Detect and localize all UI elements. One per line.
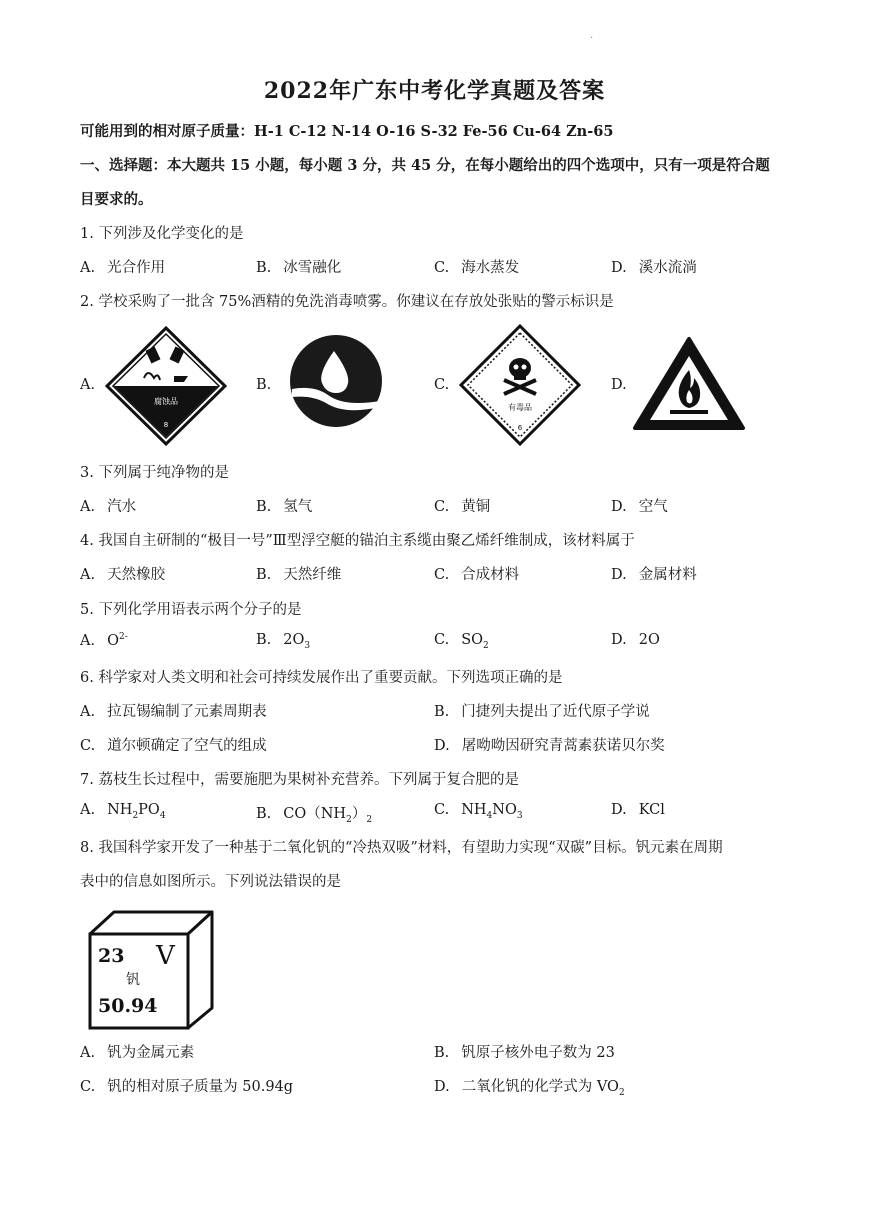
- sign-c-text: 有毒品: [508, 403, 532, 412]
- option-letter: B.: [256, 567, 272, 583]
- q4-option-c: [434, 563, 519, 584]
- formula-base: SO: [461, 632, 484, 648]
- option-letter: B.: [434, 1045, 450, 1061]
- option-text: 2O: [638, 632, 660, 648]
- q7-option-b: [256, 802, 372, 825]
- formula-sub: 3: [304, 640, 311, 651]
- page-dot: .: [590, 30, 594, 41]
- q6-option-b: [434, 700, 650, 721]
- formula-sub: 4: [486, 810, 493, 821]
- option-text: 钒原子核外电子数为 23: [461, 1045, 615, 1061]
- option-text: KCl: [638, 802, 665, 818]
- q1-option-a: [80, 256, 165, 277]
- q4-stem: 4. 我国自主研制的“极目一号”Ⅲ型浮空艇的锚泊主系缆由聚乙烯纤维制成，该材料属于: [80, 533, 635, 549]
- q8-stem-line1: 8. 我国科学家开发了一种基于二氧化钒的“冷热双吸”材料，有望助力实现“双碳”目标。钒元素在周期: [80, 840, 723, 856]
- option-letter: D.: [611, 567, 627, 583]
- q3-option-d: [611, 495, 668, 516]
- q5-option-b: [256, 632, 310, 651]
- q2-label-d: D.: [611, 377, 627, 393]
- formula-base: 2O: [283, 632, 305, 648]
- q5-option-a: [80, 632, 128, 649]
- q1-option-c: [434, 256, 519, 277]
- q3-option-b: [256, 495, 312, 516]
- q1-stem: 1. 下列涉及化学变化的是: [80, 226, 244, 242]
- option-text: 钒的相对原子质量为 50.94g: [107, 1079, 294, 1095]
- option-text: 天然纤维: [283, 567, 342, 583]
- q3-option-a: [80, 495, 136, 516]
- option-letter: A.: [80, 704, 96, 720]
- option-text: 氢气: [283, 499, 313, 515]
- element-mass: 50.94: [98, 995, 158, 1017]
- formula-base: O: [107, 632, 119, 649]
- formula-sub: 2: [483, 640, 489, 651]
- q5-option-d: [611, 632, 660, 648]
- q8-option-a: [80, 1041, 194, 1062]
- q8-option-d: [434, 1075, 625, 1098]
- element-symbol: V: [156, 941, 175, 971]
- q3-option-c: [434, 495, 490, 516]
- water-drop-sign: [288, 333, 384, 429]
- option-text: 合成材料: [461, 567, 520, 583]
- sign-c-number: 6: [517, 424, 523, 432]
- q2-stem: 2. 学校采购了一批含 75%酒精的免洗消毒喷雾。你建议在存放处张贴的警示标识是: [80, 294, 614, 310]
- option-letter: A.: [80, 802, 96, 818]
- option-letter: B.: [434, 704, 450, 720]
- option-letter: A.: [80, 567, 96, 583]
- option-text: 溪水流淌: [638, 260, 697, 276]
- option-text: 道尔顿确定了空气的组成: [107, 738, 267, 754]
- option-letter: C.: [80, 1079, 96, 1095]
- option-letter: B.: [256, 806, 272, 822]
- option-text: 屠呦呦因研究青蒿素获诺贝尔奖: [461, 738, 665, 754]
- q6-option-c: [80, 734, 267, 755]
- sign-a-text: 腐蚀品: [154, 397, 178, 406]
- q7-option-c: [434, 802, 523, 821]
- formula-sub: 4: [159, 810, 166, 821]
- option-text: 汽水: [107, 499, 137, 515]
- section-intro-line2: 目要求的。: [80, 191, 153, 208]
- formula-part: ）: [351, 806, 367, 822]
- q2-label-c: C.: [434, 377, 450, 393]
- q4-option-d: [611, 563, 697, 584]
- q2-label-a: A.: [80, 377, 96, 393]
- option-letter: A.: [80, 1045, 96, 1061]
- q3-stem: 3. 下列属于纯净物的是: [80, 465, 229, 481]
- q7-stem: 7. 荔枝生长过程中，需要施肥为果树补充营养。下列属于复合肥的是: [80, 772, 519, 788]
- q6-stem: 6. 科学家对人类文明和社会可持续发展作出了重要贡献。下列选项正确的是: [80, 670, 563, 686]
- formula-sub: 2: [618, 1087, 625, 1098]
- option-letter: B.: [256, 499, 272, 515]
- section-intro-line1: 一、选择题：本大题共 15 小题，每小题 3 分，共 45 分，在每小题给出的四个选项中，只有一项是符合题: [80, 157, 770, 174]
- q5-stem: 5. 下列化学用语表示两个分子的是: [80, 602, 302, 618]
- option-letter: C.: [434, 567, 450, 583]
- option-letter: D.: [611, 260, 627, 276]
- formula-sub: 2: [132, 810, 139, 821]
- toxic-sign: [458, 324, 582, 446]
- formula-part: PO: [138, 802, 160, 818]
- q4-option-b: [256, 563, 341, 584]
- option-letter: B.: [256, 260, 272, 276]
- q6-option-d: [434, 734, 665, 755]
- option-text: 拉瓦锡编制了元素周期表: [107, 704, 267, 720]
- q8-option-c: [80, 1075, 293, 1096]
- option-letter: D.: [434, 738, 450, 754]
- q4-option-a: [80, 563, 165, 584]
- q8-option-b: [434, 1041, 615, 1062]
- option-text: 金属材料: [638, 567, 697, 583]
- option-letter: C.: [80, 738, 96, 754]
- option-text: 空气: [638, 499, 668, 515]
- q6-option-a: [80, 700, 267, 721]
- atomic-masses: 可能用到的相对原子质量：H-1 C-12 N-14 O-16 S-32 Fe-56 Cu-64 Zn-65: [80, 123, 614, 140]
- option-letter: C.: [434, 632, 450, 648]
- q1-option-b: [256, 256, 341, 277]
- q7-option-d: [611, 802, 665, 818]
- option-letter: D.: [611, 499, 627, 515]
- option-letter: D.: [611, 632, 627, 648]
- option-text: 天然橡胶: [107, 567, 166, 583]
- q7-option-a: [80, 802, 166, 821]
- formula-base: 二氧化钒的化学式为 VO: [461, 1079, 619, 1095]
- option-letter: A.: [80, 632, 96, 649]
- element-name: 钒: [126, 972, 140, 988]
- formula-part: NH: [461, 802, 487, 818]
- option-text: 黄铜: [461, 499, 491, 515]
- option-text: 钒为金属元素: [107, 1045, 195, 1061]
- option-text: 门捷列夫提出了近代原子学说: [461, 704, 650, 720]
- sign-a-number: 8: [163, 421, 169, 429]
- formula-sub: 2: [366, 814, 373, 825]
- option-letter: B.: [256, 632, 272, 648]
- option-letter: A.: [80, 499, 96, 515]
- q1-option-d: [611, 256, 697, 277]
- formula-sup: 2-: [118, 632, 128, 642]
- option-letter: D.: [434, 1079, 450, 1095]
- option-letter: C.: [434, 260, 450, 276]
- formula-part: CO（NH: [283, 806, 347, 822]
- option-letter: C.: [434, 802, 450, 818]
- formula-part: NO: [492, 802, 517, 818]
- formula-sub: 2: [346, 814, 352, 825]
- element-number: 23: [98, 945, 125, 967]
- element-card-vanadium: [86, 908, 218, 1032]
- q8-stem-line2: 表中的信息如图所示。下列说法错误的是: [80, 874, 341, 890]
- formula-sub: 3: [516, 810, 523, 821]
- q2-label-b: B.: [256, 377, 272, 393]
- option-letter: A.: [80, 260, 96, 276]
- option-text: 海水蒸发: [461, 260, 520, 276]
- formula-part: NH: [107, 802, 133, 818]
- q5-option-c: [434, 632, 489, 651]
- option-letter: D.: [611, 802, 627, 818]
- option-text: 光合作用: [107, 260, 166, 276]
- option-letter: C.: [434, 499, 450, 515]
- page-title: 2022年广东中考化学真题及答案: [263, 78, 606, 104]
- option-text: 冰雪融化: [283, 260, 342, 276]
- flammable-sign: [632, 336, 746, 432]
- corrosive-sign: [104, 326, 228, 446]
